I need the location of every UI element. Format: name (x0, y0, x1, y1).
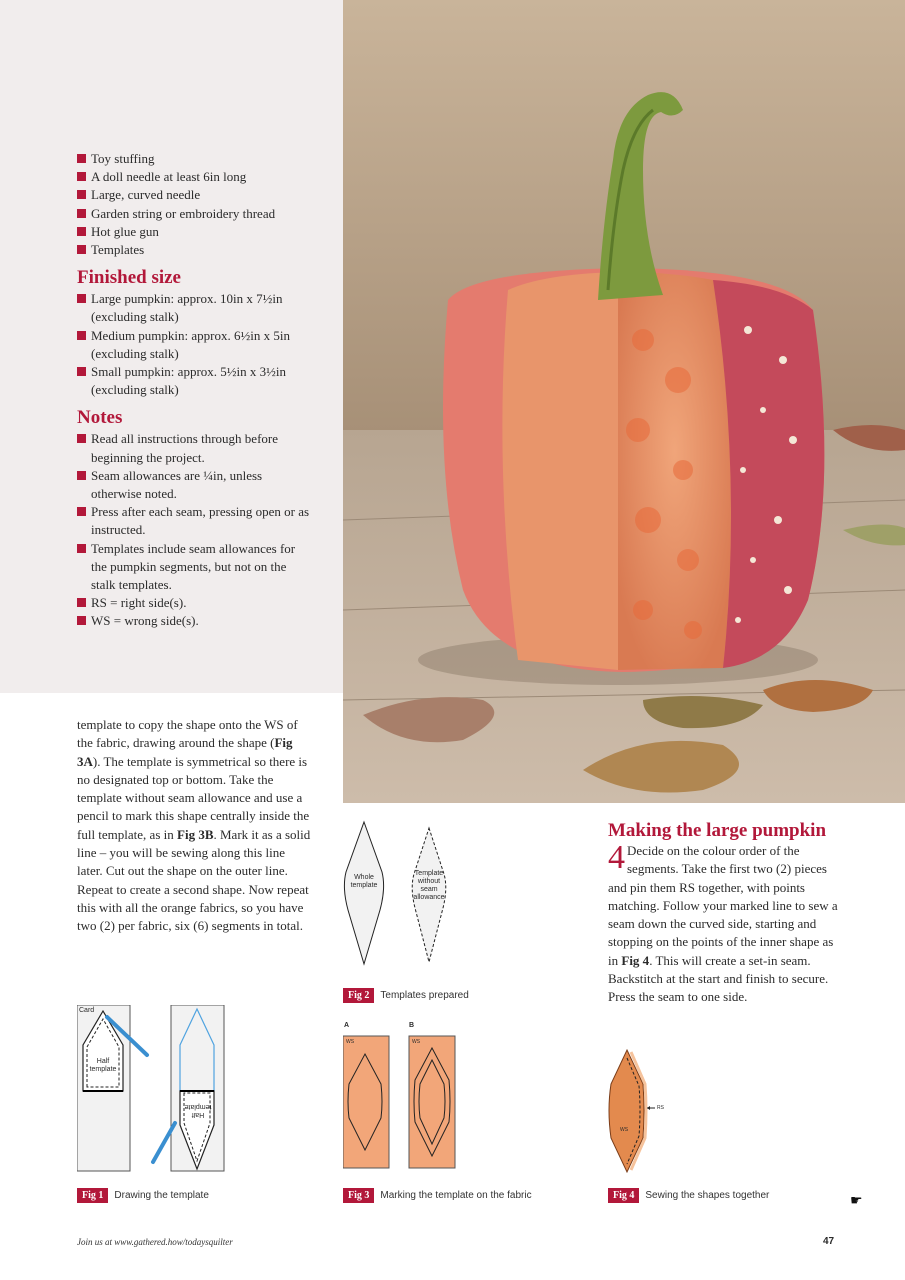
list-item: Toy stuffing (77, 150, 313, 168)
list-item: Templates (77, 241, 313, 259)
bullet-square-icon (77, 507, 86, 516)
instruction-paragraph: template to copy the shape onto the WS of the fabric, drawing around the shape (Fig 3A). The template is symmetrical so there is no designated top or bottom. Take the template without seam allowance and use a pencil to mark this shape centrally inside the full template, as in Fig 3B. Mark it as a solid line – you will be sewing along this line later. Cut out the shape on the outer line. Repeat to create a second shape. Now repeat this with all the orange fabrics, so you have two (2) per fabric, six (6) segments in total. (77, 717, 311, 934)
footer-link-text[interactable]: Join us at www.gathered.how/todaysquilter (77, 1237, 233, 1247)
list-item: Templates include seam allowances for the pumpkin segments, but not on the stalk templates. (77, 540, 313, 595)
bullet-square-icon (77, 245, 86, 254)
list-item: Medium pumpkin: approx. 6½in x 5in (excluding stalk) (77, 327, 313, 363)
bullet-square-icon (77, 616, 86, 625)
step-number: 4 (608, 839, 625, 876)
bullet-square-icon (77, 544, 86, 553)
whole-template-label: Whole template (350, 874, 378, 889)
ws-label: WS (346, 1039, 355, 1045)
list-item: WS = wrong side(s). (77, 612, 313, 630)
bullet-square-icon (77, 471, 86, 480)
half-template-label: Half template (89, 1058, 117, 1073)
bullet-square-icon (77, 598, 86, 607)
rs-label: RS (657, 1105, 664, 1111)
bullet-square-icon (77, 154, 86, 163)
ws-label: WS (412, 1039, 421, 1045)
fig3a-label: A (344, 1022, 350, 1029)
pointing-hand-icon: ☛ (850, 1194, 863, 1209)
notes-list (77, 430, 313, 630)
bullet-square-icon (77, 434, 86, 443)
list-item: Garden string or embroidery thread (77, 205, 313, 223)
fig3b-label: B (409, 1022, 415, 1029)
no-seam-template-label: Template without seam allowance (413, 870, 445, 901)
card-label: Card (79, 1007, 95, 1014)
list-item: Small pumpkin: approx. 5½in x 3½in (excluding stalk) (77, 363, 313, 399)
list-item: A doll needle at least 6in long (77, 168, 313, 186)
list-item: Large pumpkin: approx. 10in x 7½in (excluding stalk) (77, 290, 313, 326)
finished-size-heading: Finished size (77, 267, 181, 289)
list-item: Large, curved needle (77, 186, 313, 204)
finished-size-list (77, 290, 313, 399)
fig1-diagram (77, 1005, 237, 1175)
pumpkin-photo (343, 0, 905, 803)
making-section (608, 822, 838, 1007)
list-item: RS = right side(s). (77, 594, 313, 612)
list-item: Seam allowances are ¼in, unless otherwise noted. (77, 467, 313, 503)
fig4-diagram (605, 1048, 685, 1176)
making-heading: Making the large pumpkin (608, 820, 827, 841)
ws-label: WS (620, 1127, 629, 1133)
bullet-square-icon (77, 190, 86, 199)
notes-heading: Notes (77, 407, 123, 429)
fig2-diagram (340, 818, 460, 968)
bullet-square-icon (77, 331, 86, 340)
bullet-square-icon (77, 209, 86, 218)
bullet-square-icon (77, 294, 86, 303)
materials-list (77, 150, 313, 631)
bullet-square-icon (77, 172, 86, 181)
fig3-caption: Fig 3 Marking the template on the fabric (343, 1188, 532, 1203)
fig3-diagram (343, 1022, 463, 1172)
list-item: Hot glue gun (77, 223, 313, 241)
list-item: Press after each seam, pressing open or as instructed. (77, 503, 313, 539)
bullet-square-icon (77, 227, 86, 236)
fig2-caption: Fig 2 Templates prepared (343, 988, 469, 1003)
half-template-label-inverted: Half template (184, 1103, 212, 1118)
fig4-caption: Fig 4 Sewing the shapes together (608, 1188, 769, 1203)
list-item: Read all instructions through before beginning the project. (77, 430, 313, 466)
bullet-square-icon (77, 367, 86, 376)
page-number: 47 (823, 1236, 835, 1247)
fig1-caption: Fig 1 Drawing the template (77, 1188, 209, 1203)
step-4-text: 4 Decide on the colour order of the segments. Take the first two (2) pieces and pin them RS together, with points matching. Follow your marked line to sew a seam down the curved side, starting and stopping on the points of the inner shape as in Fig 4. This will create a set-in seam. Backstitch at the start and finish to secure. Press the seam to one side. (608, 839, 838, 1005)
